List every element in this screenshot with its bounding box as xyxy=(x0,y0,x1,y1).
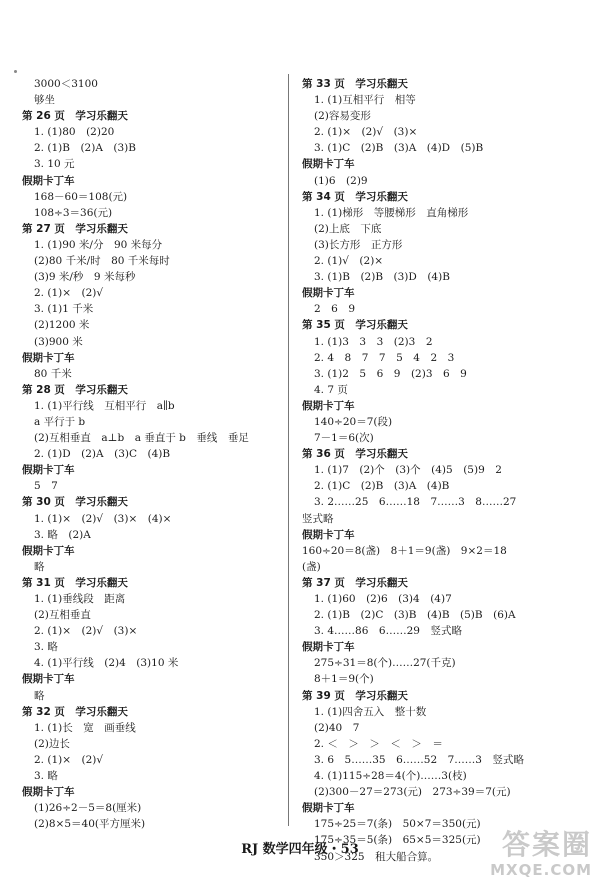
section-heading: 假期卡丁车 xyxy=(22,673,75,686)
answer-line: 略 xyxy=(34,689,45,702)
section-heading: 假期卡丁车 xyxy=(302,528,355,541)
answer-line: 1. (1)互相平行 相等 xyxy=(314,94,416,107)
section-heading: 第 28 页 学习乐翻天 xyxy=(22,383,128,396)
answer-line: (盏) xyxy=(302,560,321,573)
answer-line: 2. (1)B (2)A (3)B xyxy=(34,142,136,155)
answer-line: 3. 略 xyxy=(34,641,58,654)
answer-line: 2. (1)× (2)√ xyxy=(34,287,104,300)
answer-line: 3. 6 5……35 6……52 7……3 竖式略 xyxy=(314,753,524,766)
answer-line: (2)互相垂直 xyxy=(34,609,91,622)
answer-line: 275÷31＝8(个)……27(千克) xyxy=(314,657,456,670)
section-heading: 第 31 页 学习乐翻天 xyxy=(22,576,128,589)
section-heading: 第 32 页 学习乐翻天 xyxy=(22,705,128,718)
answer-line: 2. (1)C (2)B (3)A (4)B xyxy=(314,480,450,493)
answer-line: 2. ＜ ＞ ＞ ＜ ＞ ＝ xyxy=(314,737,443,750)
answer-line: 2 6 9 xyxy=(314,303,356,316)
answer-line: (3)长方形 正方形 xyxy=(314,238,403,251)
answer-line: 1. (1)四舍五入 整十数 xyxy=(314,705,427,718)
answer-line: 140÷20＝7(段) xyxy=(314,415,393,428)
section-heading: 第 36 页 学习乐翻天 xyxy=(302,448,408,461)
answer-line: 1. (1)60 (2)6 (3)4 (4)7 xyxy=(314,593,452,605)
answer-line: 7－1＝6(次) xyxy=(314,432,374,445)
answer-line: (2)容易变形 xyxy=(314,110,371,123)
section-heading: 假期卡丁车 xyxy=(22,544,75,557)
answer-line: 3. (1)2 5 6 9 (2)3 6 9 xyxy=(314,367,467,380)
answer-line: (1)6 (2)9 xyxy=(314,174,368,187)
section-heading: 第 26 页 学习乐翻天 xyxy=(22,110,128,123)
answer-line: 够坐 xyxy=(34,94,55,107)
section-heading: 假期卡丁车 xyxy=(302,287,355,300)
answer-line: 3. 10 元 xyxy=(34,158,75,171)
answer-line: 168－60＝108(元) xyxy=(34,190,128,203)
answer-line: 竖式略 xyxy=(302,512,334,525)
answer-line: 2. (1)D (2)A (3)C (4)B xyxy=(34,448,171,461)
watermark-url: MXQE.COM xyxy=(490,861,592,879)
answer-line: (2)40 7 xyxy=(314,721,360,734)
answer-line: 1. (1)平行线 互相平行 a∥b xyxy=(34,399,175,412)
section-heading: 假期卡丁车 xyxy=(302,641,355,654)
answer-line: 1. (1)梯形 等腰梯形 直角梯形 xyxy=(314,206,469,219)
section-heading: 第 30 页 学习乐翻天 xyxy=(22,496,128,509)
answer-line: (3)900 米 xyxy=(34,335,83,348)
answer-line: (2)300－27＝273(元) 273÷39＝7(元) xyxy=(314,786,511,799)
answer-line: (2)1200 米 xyxy=(34,319,90,332)
answer-line: 略 xyxy=(34,560,45,573)
answer-line: (3)9 米/秒 9 米每秒 xyxy=(34,271,136,284)
answer-line: (2)上底 下底 xyxy=(314,222,382,235)
answer-line: 350＞325 租大船合算。 xyxy=(314,850,439,863)
column-divider xyxy=(288,74,289,826)
answer-line: (1)26÷2－5＝8(厘米) xyxy=(34,802,142,815)
answer-line: (2)边长 xyxy=(34,737,70,750)
answer-line: 1. (1)垂线段 距离 xyxy=(34,593,126,605)
answer-line: 3. (1)C (2)B (3)A (4)D (5)B xyxy=(314,142,484,155)
answer-line: 2. (1)× (2)√ (3)× xyxy=(314,126,418,139)
section-heading: 第 33 页 学习乐翻天 xyxy=(302,78,408,90)
answer-line: 175÷25＝7(条) 50×7＝350(元) xyxy=(314,818,481,831)
section-heading: 第 27 页 学习乐翻天 xyxy=(22,222,128,235)
answer-line: 1. (1)80 (2)20 xyxy=(34,126,115,139)
answer-line: 3000＜3100 xyxy=(34,78,98,90)
section-heading: 第 34 页 学习乐翻天 xyxy=(302,190,408,203)
answer-line: (2)80 千米/时 80 千米每时 xyxy=(34,255,170,268)
answer-line: 5 7 xyxy=(34,480,58,493)
answer-line: (2)互相垂直 a⊥b a 垂直于 b 垂线 垂足 xyxy=(34,432,249,445)
answer-line: 3. 略 xyxy=(34,770,58,783)
answer-column-left xyxy=(22,76,280,832)
section-heading: 假期卡丁车 xyxy=(22,351,75,364)
watermark-logo xyxy=(472,829,592,887)
answer-column-right xyxy=(302,76,582,865)
answer-line: 4. (1)115÷28＝4(个)……3(枝) xyxy=(314,770,467,783)
answer-line: 2. (1)√ (2)× xyxy=(314,255,384,268)
answer-line: 3. 4……86 6……29 竖式略 xyxy=(314,625,462,638)
answer-line: 1. (1)3 3 3 (2)3 2 xyxy=(314,335,433,348)
answer-line: 2. (1)× (2)√ xyxy=(34,753,104,766)
section-heading: 假期卡丁车 xyxy=(302,158,355,171)
answer-line: 3. 略 (2)A xyxy=(34,528,91,541)
answer-line: 80 千米 xyxy=(34,367,72,380)
answer-line: 3. (1)1 千米 xyxy=(34,303,94,316)
answer-line: 4. (1)平行线 (2)4 (3)10 米 xyxy=(34,657,179,670)
answer-line: 2. (1)× (2)√ (3)× xyxy=(34,625,138,638)
watermark-text: 答案圈 xyxy=(501,828,592,861)
answer-line: 1. (1)7 (2)个 (3)个 (4)5 (5)9 2 xyxy=(314,464,502,477)
section-heading: 假期卡丁车 xyxy=(302,802,355,815)
answer-line: 1. (1)× (2)√ (3)× (4)× xyxy=(34,512,172,525)
page-footer: RJ 数学四年级・53 xyxy=(241,842,359,857)
answer-line: 3. (1)B (2)B (3)D (4)B xyxy=(314,271,450,284)
answer-line: 108÷3＝36(元) xyxy=(34,206,113,219)
section-heading: 第 39 页 学习乐翻天 xyxy=(302,689,408,702)
section-heading: 假期卡丁车 xyxy=(302,399,355,412)
section-heading: 假期卡丁车 xyxy=(22,464,75,477)
answer-line: 175÷35＝5(条) 65×5＝325(元) xyxy=(314,834,481,847)
answer-line: a 平行于 b xyxy=(34,415,86,428)
answer-line: 2. 4 8 7 7 5 4 2 3 xyxy=(314,351,455,364)
section-heading: 假期卡丁车 xyxy=(22,786,75,799)
section-heading: 第 37 页 学习乐翻天 xyxy=(302,576,408,589)
answer-line: 4. 7 页 xyxy=(314,383,348,396)
answer-line: (2)8×5＝40(平方厘米) xyxy=(34,818,146,831)
answer-line: 1. (1)90 米/分 90 米每分 xyxy=(34,238,163,251)
answer-line: 1. (1)长 宽 画垂线 xyxy=(34,721,136,734)
section-heading: 第 35 页 学习乐翻天 xyxy=(302,319,408,332)
answer-line: 160÷20＝8(盏) 8＋1＝9(盏) 9×2＝18 xyxy=(302,544,507,557)
answer-line: 2. (1)B (2)C (3)B (4)B (5)B (6)A xyxy=(314,609,516,622)
answer-line: 8＋1＝9(个) xyxy=(314,673,374,686)
section-heading: 假期卡丁车 xyxy=(22,174,75,187)
margin-dot xyxy=(14,70,17,73)
answer-line: 3. 2……25 6……18 7……3 8……27 xyxy=(314,496,517,509)
